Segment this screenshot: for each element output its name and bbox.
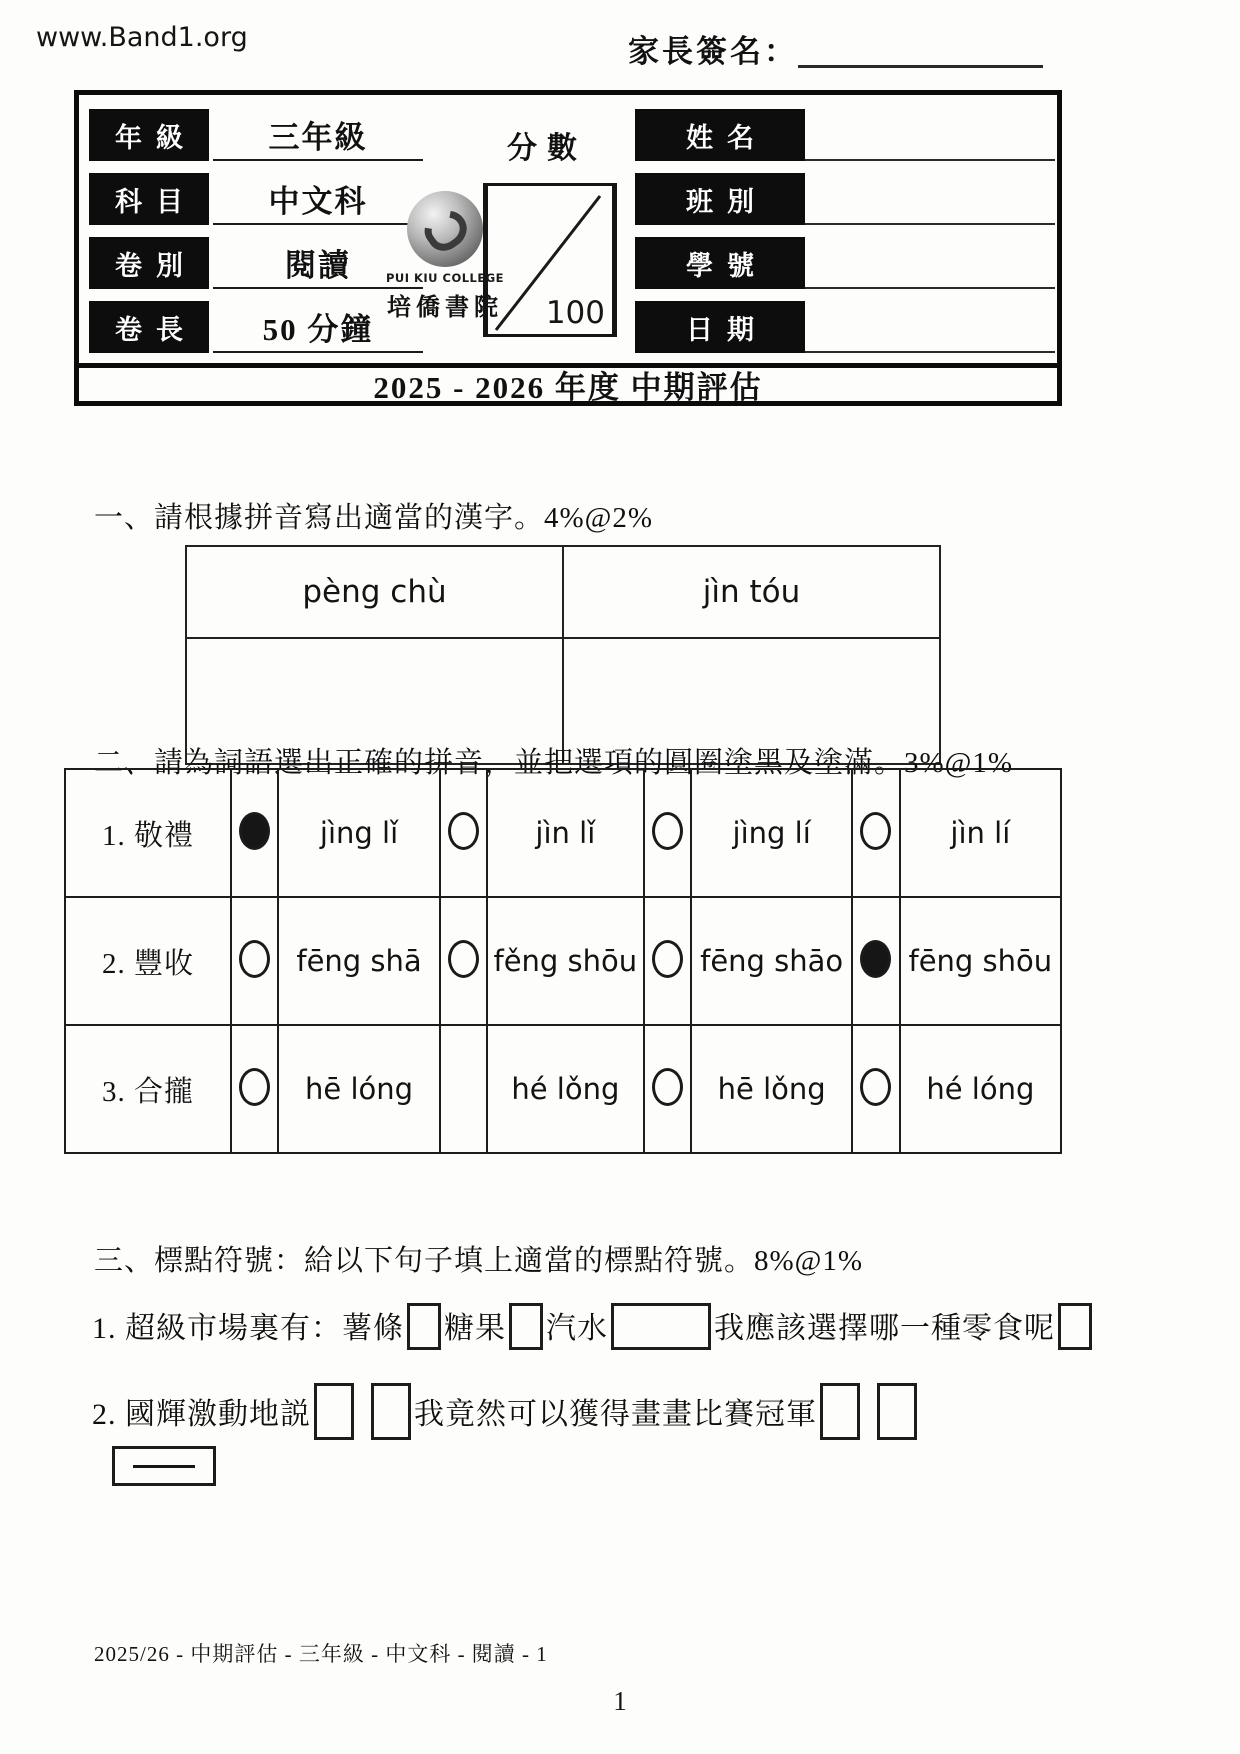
option-circle[interactable] — [652, 940, 683, 978]
exam-header-box — [74, 90, 1062, 406]
q1-text-4: 我應該選擇哪一種零食呢 — [714, 1312, 1055, 1345]
option-pinyin: fēng shōu — [900, 897, 1061, 1025]
punctuation-box-dash[interactable] — [112, 1446, 216, 1486]
option-circle[interactable] — [652, 812, 683, 850]
q1-text-2: 糖果 — [444, 1312, 506, 1345]
option-circle[interactable] — [448, 940, 479, 978]
class-label: 班別 — [635, 173, 805, 225]
option-pinyin: jìn lǐ — [487, 769, 644, 897]
class-line[interactable] — [805, 173, 1055, 225]
option-pinyin: hé lóng — [900, 1025, 1061, 1153]
option-circle[interactable] — [239, 1068, 270, 1106]
section2-title: 二、請為詞語選出正確的拼音，並把選項的圓圈塗黑及塗滿。3%@1% — [94, 747, 1014, 779]
site-watermark: www.Band1.org — [36, 22, 248, 53]
date-line[interactable] — [805, 301, 1055, 353]
option-pinyin: jìn lí — [900, 769, 1061, 897]
option-pinyin: jìng lǐ — [278, 769, 439, 897]
punctuation-box[interactable] — [509, 1303, 543, 1350]
duration-value: 50 分鐘 — [213, 301, 423, 353]
punctuation-q2 — [92, 1383, 920, 1440]
name-label: 姓名 — [635, 109, 805, 161]
footer-line: 2025/26 - 中期評估 - 三年級 - 中文科 - 閱讀 - 1 — [94, 1642, 548, 1666]
option-pinyin: fēng shā — [278, 897, 439, 1025]
page-number: 1 — [613, 1686, 627, 1716]
mcq-word: 2. 豐收 — [65, 897, 231, 1025]
logo-swirl-icon — [418, 202, 474, 257]
q2-text-1: 2. 國輝激動地説 — [92, 1398, 311, 1431]
number-line[interactable] — [805, 237, 1055, 289]
option-pinyin: hē lǒng — [691, 1025, 852, 1153]
school-name-en: PUI KIU COLLEGE — [385, 271, 505, 285]
score-label: 分數 — [507, 132, 587, 165]
option-circle[interactable] — [860, 812, 891, 850]
section3-title: 三、標點符號：給以下句子填上適當的標點符號。8%@1% — [94, 1245, 864, 1277]
punctuation-q1 — [92, 1303, 1095, 1350]
option-circle[interactable] — [239, 812, 270, 850]
date-label: 日期 — [635, 301, 805, 353]
punctuation-box-wide[interactable] — [611, 1303, 711, 1350]
pinyin-prompt-2: jìn tóu — [563, 546, 940, 638]
mcq-row-3 — [65, 1025, 1061, 1153]
grade-label: 年級 — [89, 109, 209, 161]
option-pinyin: hē lóng — [278, 1025, 439, 1153]
q2-text-2: 我竟然可以獲得畫畫比賽冠軍 — [414, 1398, 817, 1431]
option-pinyin: hé lǒng — [487, 1025, 644, 1153]
option-pinyin: fēng shāo — [691, 897, 852, 1025]
option-circle[interactable] — [448, 812, 479, 850]
pinyin-writing-table — [185, 545, 941, 765]
punctuation-box[interactable] — [407, 1303, 441, 1350]
parent-signature-label — [628, 26, 1043, 71]
option-circle[interactable] — [652, 1068, 683, 1106]
option-circle[interactable] — [860, 940, 891, 978]
punctuation-box[interactable] — [877, 1383, 917, 1440]
score-total: 100 — [545, 295, 605, 331]
q1-text-1: 1. 超級市場裏有：薯條 — [92, 1312, 404, 1345]
punctuation-box[interactable] — [314, 1383, 354, 1440]
option-pinyin: fěng shōu — [487, 897, 644, 1025]
section1-title: 一、請根據拼音寫出適當的漢字。4%@2% — [94, 502, 654, 534]
parent-signature-line[interactable] — [798, 34, 1043, 68]
mcq-table — [64, 768, 1062, 1154]
school-name-zh: 培僑書院 — [387, 295, 503, 321]
subject-label: 科目 — [89, 173, 209, 225]
number-label: 學號 — [635, 237, 805, 289]
dash-mark-icon — [133, 1465, 195, 1468]
mcq-word: 1. 敬禮 — [65, 769, 231, 897]
q1-text-3: 汽水 — [546, 1312, 608, 1345]
paper-label: 卷別 — [89, 237, 209, 289]
duration-label: 卷長 — [89, 301, 209, 353]
term-title: 2025 - 2026 年度 中期評估 — [79, 363, 1057, 401]
grade-value: 三年級 — [213, 109, 423, 161]
pinyin-prompt-1: pèng chù — [186, 546, 563, 638]
option-circle[interactable] — [239, 940, 270, 978]
school-logo-icon — [407, 191, 483, 267]
paper-value: 閱讀 — [213, 237, 423, 289]
mcq-row-1 — [65, 769, 1061, 897]
mcq-word: 3. 合攏 — [65, 1025, 231, 1153]
option-pinyin: jìng lí — [691, 769, 852, 897]
option-circle[interactable] — [860, 1068, 891, 1106]
punctuation-box[interactable] — [1058, 1303, 1092, 1350]
subject-value: 中文科 — [213, 173, 423, 225]
punctuation-box[interactable] — [820, 1383, 860, 1440]
mcq-row-2 — [65, 897, 1061, 1025]
score-box[interactable] — [483, 183, 617, 337]
name-line[interactable] — [805, 109, 1055, 161]
parent-signature-text: 家長簽名： — [628, 34, 798, 69]
punctuation-box[interactable] — [371, 1383, 411, 1440]
